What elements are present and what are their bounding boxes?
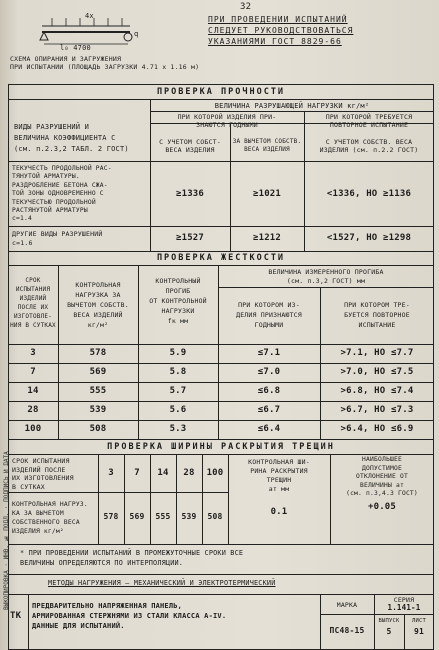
strength-title: ПРОВЕРКА ПРОЧНОСТИ <box>156 87 286 97</box>
stamp-sheet-label: ЛИСТ <box>411 618 427 624</box>
crack-age: 7 <box>134 468 140 478</box>
test-note: ПРИ ПРОВЕДЕНИИ ИСПЫТАНИЙ СЛЕДУЕТ РУКОВОДСТВОВАТЬСЯ УКАЗАНИЯМИ ГОСТ 8829-66 <box>208 15 354 46</box>
q-label: q <box>134 30 139 38</box>
strength-col2-header: ЗА ВЫЧЕТОМ СОБСТВ. ВЕСА ИЗДЕЛИЯ <box>232 138 302 153</box>
crack-load: 569 <box>129 512 145 521</box>
stiffness-age: 14 <box>27 386 39 396</box>
crack-age-header: СРОК ИСПЫТАНИЯ ИЗДЕЛИЙ ПОСЛЕ ИХ ИЗГОТОВЛЕНИЯ В СУТКАХ <box>12 457 74 491</box>
stiffness-load: 555 <box>89 386 107 396</box>
stiffness-deflection: 5.8 <box>169 367 187 377</box>
stiffness-load: 539 <box>89 405 107 415</box>
strength-value: <1336, НО ≥1136 <box>326 189 412 199</box>
crack-deviation-value: +0.05 <box>367 502 397 512</box>
strength-col3-header: С УЧЕТОМ СОБСТВ. ВЕСА ИЗДЕЛИЯ (см. п.2.2 ГОСТ) <box>319 138 419 154</box>
stiffness-ok-header: ПРИ КОТОРОМ ИЗ- ДЕЛИЯ ПРИЗНАЮТСЯ ГОДНЫМИ <box>236 301 302 329</box>
footnote: * ПРИ ПРОВЕДЕНИИ ИСПЫТАНИЙ В ПРОМЕЖУТОЧНЫЕ СРОКИ ВСЕ ВЕЛИЧИНЫ ОПРЕДЕЛЯЮТСЯ ПО ИНТЕРПОЛЯЦИИ. <box>20 549 244 567</box>
scheme-caption: СХЕМА ОПИРАНИЯ И ЗАГРУЖЕНИЯ ПРИ ИСПЫТАНИИ (ПЛОЩАДЬ ЗАГРУЗКИ 4.71 x 1.16 м) <box>10 55 200 71</box>
stiffness-retest: >6.7, НО ≤7.3 <box>340 405 414 415</box>
stamp-issue-label: ВЫПУСК <box>378 618 400 624</box>
crack-age: 3 <box>108 468 114 478</box>
crack-width-header: КОНТРОЛЬНАЯ ШИ- РИНА РАСКРЫТИЯ ТРЕЩИН aт мм <box>248 458 310 493</box>
crack-load: 555 <box>155 512 171 521</box>
page-number: 32 <box>240 2 252 12</box>
stiffness-deflection: 5.3 <box>169 424 187 434</box>
stiffness-ok: ≤7.1 <box>257 348 281 358</box>
strength-sub-b: ПРИ КОТОРОЙ ТРЕБУЕТСЯ ПОВТОРНОЕ ИСПЫТАНИЕ <box>325 113 413 129</box>
crack-deviation-header: НАИБОЛЬШЕЕ ДОПУСТИМОЕ ОТКЛОНЕНИЕ ОТ ВЕЛИЧИНЫ aт (см. п.3,4.3 ГОСТ) <box>346 456 418 497</box>
stiffness-deflection: 5.7 <box>169 386 187 396</box>
stiffness-deflection-header: КОНТРОЛЬНЫЙ ПРОГИБ ОТ КОНТРОЛЬНОЙ НАГРУЗКИ fк мм <box>149 277 207 325</box>
stiffness-measured-header: ВЕЛИЧИНА ИЗМЕРЕННОГО ПРОГИБА (см. п.3,2 ГОСТ) мм <box>268 268 384 285</box>
strength-row-label: ТЕКУЧЕСТЬ ПРОДОЛЬНОЙ РАС- ТЯНУТОЙ АРМАТУРЫ. РАЗДРОБЛЕНИЕ БЕТОНА СЖА- ТОЙ ЗОНЫ ОДНОВРЕМЕННО С ТЕКУЧЕСТЬЮ ПРОДОЛЬНОЙ РАСТЯНУТОЙ АРМАТУРЫ с=1.4 <box>12 165 112 223</box>
crack-age: 28 <box>183 468 195 478</box>
crack-load-header: КОНТРОЛЬНАЯ НАГРУЗ. КА ЗА ВЫЧЕТОМ СОБСТВЕННОГО ВЕСА ИЗДЕЛИЯ кг/м² <box>12 501 88 535</box>
stiffness-title: ПРОВЕРКА ЖЕСТКОСТИ <box>156 253 286 263</box>
loading-methods: МЕТОДЫ НАГРУЖЕНИЯ — МЕХАНИЧЕСКИЙ И ЭЛЕКТРОТЕРМИЧЕСКИЙ <box>48 579 276 587</box>
stamp-issue: 5 <box>386 627 392 636</box>
stiffness-age: 100 <box>24 424 42 434</box>
strength-sub-a: ПРИ КОТОРОЙ ИЗДЕЛИЯ ПРИ- ЗНАЮТСЯ ГОДНЫМИ <box>177 113 277 129</box>
load-label: 4x <box>85 12 94 20</box>
binding-margin-text: ВЫКОПИРОВКА · ИНВ. № ПОДЛ. · ПОДПИСЬ И ДАТА <box>3 451 10 610</box>
stamp-series: 1.141-1 <box>387 603 421 612</box>
stiffness-ok: ≤6.8 <box>257 386 281 396</box>
strength-value: <1527, НО ≥1298 <box>326 233 412 243</box>
crack-load: 508 <box>207 512 223 521</box>
stiffness-retest: >6.4, НО ≤6.9 <box>340 424 414 434</box>
stiffness-retest: >7.1, НО ≤7.7 <box>340 348 414 358</box>
strength-value: ≥1336 <box>175 189 205 199</box>
stiffness-load: 508 <box>89 424 107 434</box>
crack-load: 578 <box>103 512 119 521</box>
stamp-mark: ПС48-15 <box>329 626 365 635</box>
stamp-sheet: 91 <box>413 627 425 636</box>
strength-value: ≥1021 <box>252 189 282 199</box>
stiffness-ok: ≤7.0 <box>257 367 281 377</box>
stiffness-ok: ≤6.7 <box>257 405 281 415</box>
crack-age: 14 <box>157 468 169 478</box>
stiffness-retest: >6.8, НО ≤7.4 <box>340 386 414 396</box>
stiffness-ok: ≤6.4 <box>257 424 281 434</box>
strength-row-header: ВИДЫ РАЗРУШЕНИЙ И ВЕЛИЧИНА КОЭФФИЦИЕНТА С (см. п.2.3,2 ТАБЛ. 2 ГОСТ) <box>14 123 129 153</box>
crack-width-value: 0.1 <box>270 507 288 517</box>
stiffness-deflection: 5.9 <box>169 348 187 358</box>
stamp-description: ПРЕДВАРИТЕЛЬНО НАПРЯЖЕННАЯ ПАНЕЛЬ, АРМИРОВАННАЯ СТЕРЖНЯМИ ИЗ СТАЛИ КЛАССА А-IV. ДАННЫЕ ДЛЯ ИСПЫТАНИЙ. <box>32 602 227 630</box>
stiffness-age: 3 <box>30 348 36 358</box>
stamp-mark-label: МАРКА <box>336 601 358 609</box>
span-label: l₀ 4700 <box>60 44 91 52</box>
stiffness-deflection: 5.6 <box>169 405 187 415</box>
stiffness-age: 7 <box>30 367 36 377</box>
strength-value: ≥1212 <box>252 233 282 243</box>
strength-col1-header: С УЧЕТОМ СОБСТ- ВЕСА ИЗДЕЛИЯ <box>159 138 221 154</box>
stamp-org: ТК <box>10 611 22 621</box>
stiffness-retest-header: ПРИ КОТОРОМ ТРЕ- БУЕТСЯ ПОВТОРНОЕ ИСПЫТАНИЕ <box>344 301 410 329</box>
stiffness-load: 578 <box>89 348 107 358</box>
stiffness-load: 569 <box>89 367 107 377</box>
stiffness-load-header: КОНТРОЛЬНАЯ НАГРУЗКА ЗА ВЫЧЕТОМ СОБСТВ. ВЕСА ИЗДЕЛИЙ кг/м² <box>67 281 129 329</box>
strength-group-header: ВЕЛИЧИНА РАЗРУШАЮЩЕЙ НАГРУЗКИ кг/м² <box>214 102 370 110</box>
strength-value: ≥1527 <box>175 233 205 243</box>
strength-row-label: ДРУГИЕ ВИДЫ РАЗРУШЕНИЙ с=1.6 <box>12 230 103 247</box>
crack-title: ПРОВЕРКА ШИРИНЫ РАСКРЫТИЯ ТРЕЩИН <box>107 442 335 452</box>
stiffness-age: 28 <box>27 405 39 415</box>
stiffness-retest: >7.0, НО ≤7.5 <box>340 367 414 377</box>
stamp-series-label: СЕРИЯ <box>393 596 415 604</box>
stiffness-age-header: СРОК ИСПЫТАНИЯ ИЗДЕЛИЙ ПОСЛЕ ИХ ИЗГОТОВЛЕ- НИЯ В СУТКАХ <box>10 277 56 329</box>
crack-age: 100 <box>206 468 224 478</box>
crack-load: 539 <box>181 512 197 521</box>
